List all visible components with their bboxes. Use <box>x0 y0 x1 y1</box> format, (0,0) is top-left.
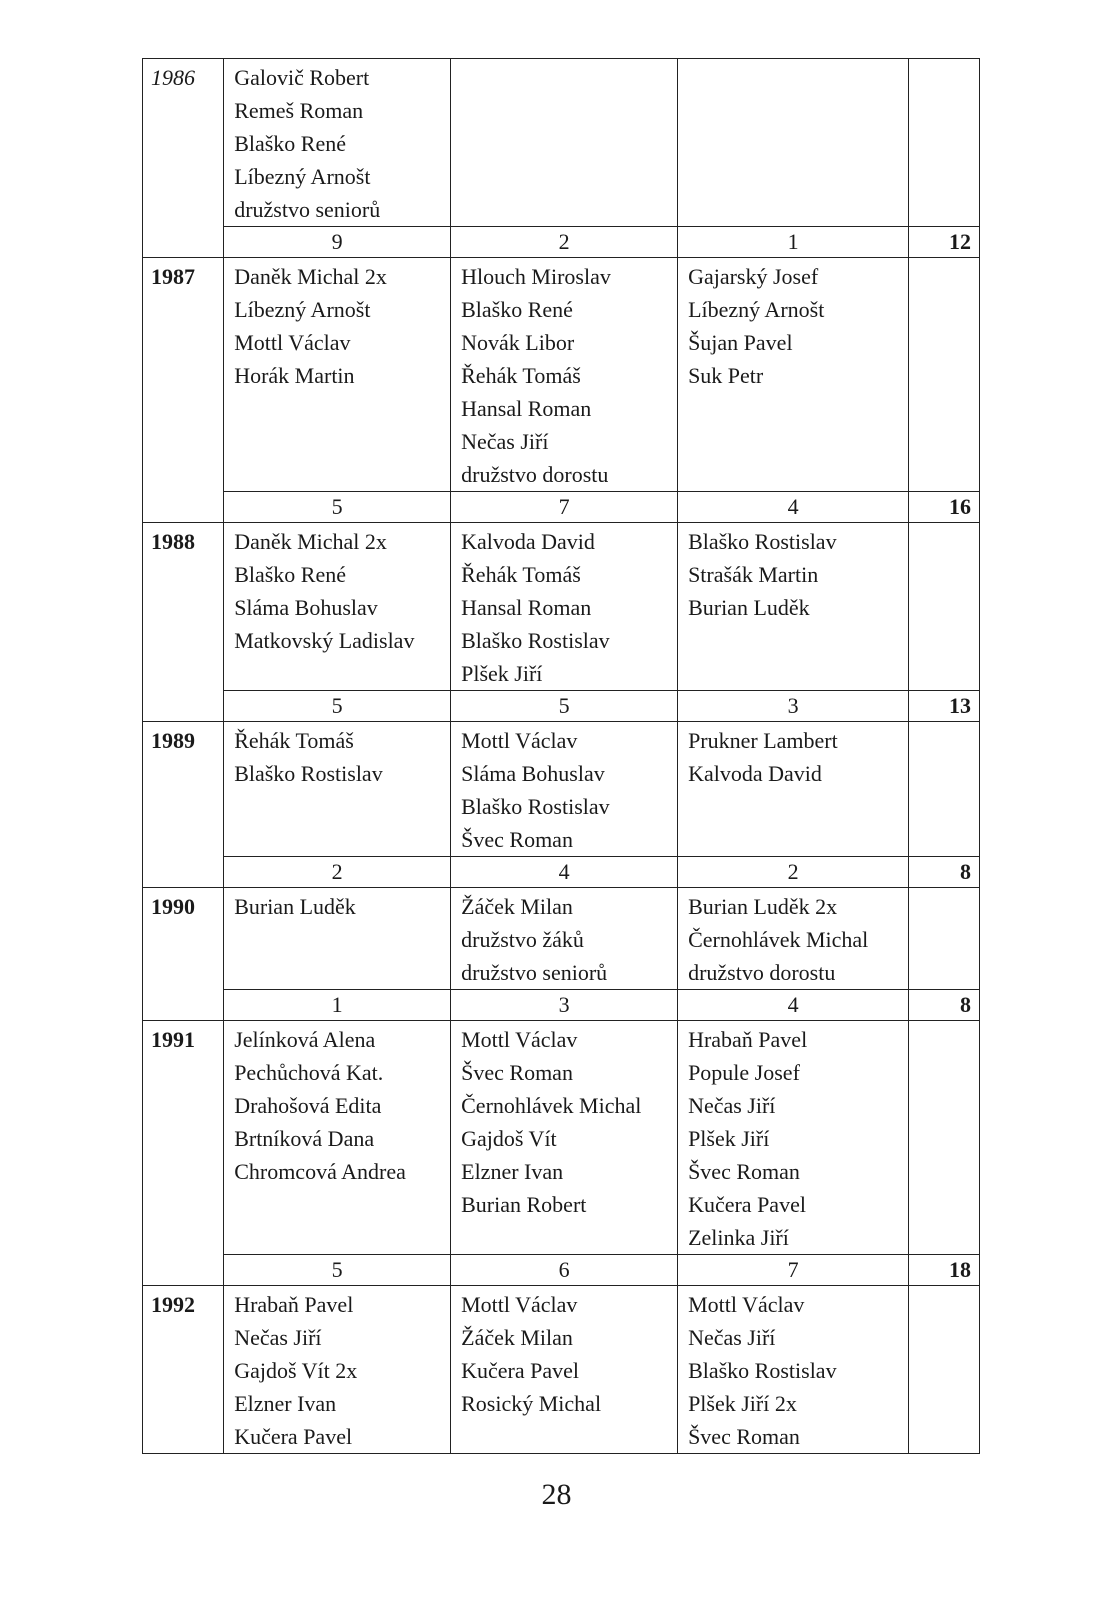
name-entry: Gajdoš Vít 2x <box>234 1358 358 1383</box>
name-entry: Gajarský Josef <box>688 264 819 289</box>
count-row <box>143 1255 980 1286</box>
total-cell: 13 <box>909 691 980 722</box>
year-row <box>143 1286 980 1454</box>
name-entry: Černohlávek Michal <box>688 927 869 952</box>
count-row <box>143 990 980 1021</box>
name-entry: Hansal Roman <box>461 396 592 421</box>
year-row <box>143 258 980 492</box>
year-row <box>143 523 980 691</box>
count-cell: 4 <box>678 492 909 523</box>
year-row <box>143 722 980 857</box>
name-entry: Nečas Jiří <box>688 1325 776 1350</box>
year-cell: 1986 <box>143 59 224 258</box>
names-cell-col2 <box>451 722 678 857</box>
name-entry: Chromcová Andrea <box>234 1159 406 1184</box>
name-entry: Blaško Rostislav <box>688 529 837 554</box>
count-cell: 4 <box>678 990 909 1021</box>
name-entry: Gajdoš Vít <box>461 1126 557 1151</box>
year-cell: 1990 <box>143 888 224 1021</box>
name-entry: Kalvoda David <box>688 761 822 786</box>
name-entry: Daněk Michal 2x <box>234 529 387 554</box>
name-entry: Blaško René <box>234 562 347 587</box>
total-column-blank <box>909 1021 980 1255</box>
names-cell-col1 <box>224 1286 451 1454</box>
name-entry: Mottl Václav <box>461 1027 578 1052</box>
name-entry: Plšek Jiří 2x <box>688 1391 797 1416</box>
name-entry: Suk Petr <box>688 363 764 388</box>
name-entry: Kučera Pavel <box>234 1424 353 1449</box>
name-entry: Blaško Rostislav <box>688 1358 837 1383</box>
name-entry: Černohlávek Michal <box>461 1093 642 1118</box>
name-entry: Matkovský Ladislav <box>234 628 415 653</box>
count-cell: 5 <box>224 1255 451 1286</box>
page-number: 28 <box>541 1478 572 1511</box>
name-entry: Líbezný Arnošt <box>234 297 371 322</box>
year-cell: 1991 <box>143 1021 224 1286</box>
total-cell: 12 <box>909 227 980 258</box>
name-entry: Mottl Václav <box>461 1292 578 1317</box>
name-entry: Burian Luděk 2x <box>688 894 838 919</box>
name-entry: Švec Roman <box>688 1424 800 1449</box>
name-entry: Kalvoda David <box>461 529 595 554</box>
name-entry: Hansal Roman <box>461 595 592 620</box>
year-cell: 1988 <box>143 523 224 722</box>
name-entry: Líbezný Arnošt <box>234 164 371 189</box>
name-entry: družstvo dorostu <box>461 462 609 487</box>
name-entry: Kučera Pavel <box>461 1358 580 1383</box>
names-cell-col1 <box>224 1021 451 1255</box>
name-entry: Sláma Bohuslav <box>461 761 605 786</box>
names-cell-col1 <box>224 523 451 691</box>
names-cell-col3 <box>678 523 909 691</box>
name-entry: Švec Roman <box>688 1159 800 1184</box>
name-entry: družstvo seniorů <box>234 197 381 222</box>
names-cell-col3 <box>678 1286 909 1454</box>
count-cell: 7 <box>451 492 678 523</box>
name-entry: Elzner Ivan <box>461 1159 564 1184</box>
name-entry: Burian Robert <box>461 1192 587 1217</box>
total-column-blank <box>909 523 980 691</box>
name-entry: Strašák Martin <box>688 562 819 587</box>
names-cell-col1 <box>224 722 451 857</box>
name-entry: Blaško René <box>234 131 347 156</box>
results-table-body <box>143 59 980 1454</box>
total-cell: 16 <box>909 492 980 523</box>
name-entry: Jelínková Alena <box>234 1027 376 1052</box>
name-entry: Žáček Milan <box>461 1325 573 1350</box>
count-cell: 5 <box>224 691 451 722</box>
count-cell: 9 <box>224 227 451 258</box>
count-cell: 3 <box>451 990 678 1021</box>
name-entry: Žáček Milan <box>461 894 573 919</box>
name-entry: Prukner Lambert <box>688 728 838 753</box>
count-cell: 1 <box>678 227 909 258</box>
name-entry: Daněk Michal 2x <box>234 264 387 289</box>
name-entry: Brtníková Dana <box>234 1126 375 1151</box>
count-cell: 6 <box>451 1255 678 1286</box>
year-cell: 1989 <box>143 722 224 888</box>
names-cell-col2 <box>451 888 678 990</box>
year-cell: 1992 <box>143 1286 224 1454</box>
count-row <box>143 691 980 722</box>
name-entry: Hrabaň Pavel <box>234 1292 354 1317</box>
year-row <box>143 1021 980 1255</box>
name-entry: družstvo seniorů <box>461 960 608 985</box>
name-entry: Novák Libor <box>461 330 575 355</box>
name-entry: Rosický Michal <box>461 1391 602 1416</box>
count-row <box>143 857 980 888</box>
count-cell: 5 <box>451 691 678 722</box>
name-entry: Burian Luděk <box>234 894 356 919</box>
names-cell-col2 <box>451 1021 678 1255</box>
count-cell: 4 <box>451 857 678 888</box>
name-entry: Sláma Bohuslav <box>234 595 378 620</box>
count-cell: 3 <box>678 691 909 722</box>
results-table <box>142 58 980 1454</box>
name-entry: Plšek Jiří <box>461 661 543 686</box>
count-cell: 7 <box>678 1255 909 1286</box>
count-cell: 2 <box>678 857 909 888</box>
name-entry: Hrabaň Pavel <box>688 1027 808 1052</box>
name-entry: Řehák Tomáš <box>234 728 354 753</box>
year-cell: 1987 <box>143 258 224 523</box>
total-cell: 8 <box>909 990 980 1021</box>
name-entry: Kučera Pavel <box>688 1192 806 1217</box>
names-cell-col3 <box>678 1021 909 1255</box>
name-entry: Líbezný Arnošt <box>688 297 825 322</box>
name-entry: Blaško Rostislav <box>461 628 610 653</box>
year-row <box>143 59 980 227</box>
names-cell-col3 <box>678 888 909 990</box>
total-column-blank <box>909 258 980 492</box>
name-entry: Elzner Ivan <box>234 1391 337 1416</box>
name-entry: Blaško Rostislav <box>461 794 610 819</box>
name-entry: Blaško René <box>461 297 573 322</box>
name-entry: Šujan Pavel <box>688 330 793 355</box>
name-entry: Burian Luděk <box>688 595 810 620</box>
count-cell: 2 <box>451 227 678 258</box>
name-entry: Řehák Tomáš <box>461 562 581 587</box>
name-entry: Nečas Jiří <box>688 1093 776 1118</box>
count-cell: 2 <box>224 857 451 888</box>
name-entry: Mottl Václav <box>461 728 578 753</box>
names-cell-col2 <box>451 59 678 227</box>
total-column-blank <box>909 59 980 227</box>
name-entry: družstvo dorostu <box>688 960 836 985</box>
names-cell-col2 <box>451 523 678 691</box>
total-column-blank <box>909 888 980 990</box>
name-entry: Pechůchová Kat. <box>234 1060 384 1085</box>
names-cell-col2 <box>451 1286 678 1454</box>
name-entry: družstvo žáků <box>461 927 584 952</box>
names-cell-col1 <box>224 59 451 227</box>
name-entry: Blaško Rostislav <box>234 761 383 786</box>
count-cell: 5 <box>224 492 451 523</box>
name-entry: Zelinka Jiří <box>688 1225 789 1250</box>
total-cell: 8 <box>909 857 980 888</box>
names-cell-col3 <box>678 59 909 227</box>
name-entry: Mottl Václav <box>688 1292 805 1317</box>
name-entry: Švec Roman <box>461 827 573 852</box>
names-cell-col1 <box>224 258 451 492</box>
name-entry: Galovič Robert <box>234 65 370 90</box>
name-entry: Nečas Jiří <box>461 429 549 454</box>
names-cell-col3 <box>678 722 909 857</box>
name-entry: Řehák Tomáš <box>461 363 581 388</box>
name-entry: Remeš Roman <box>234 98 364 123</box>
count-row <box>143 492 980 523</box>
name-entry: Plšek Jiří <box>688 1126 770 1151</box>
name-entry: Nečas Jiří <box>234 1325 322 1350</box>
name-entry: Švec Roman <box>461 1060 573 1085</box>
name-entry: Hlouch Miroslav <box>461 264 611 289</box>
name-entry: Popule Josef <box>688 1060 800 1085</box>
names-cell-col2 <box>451 258 678 492</box>
total-column-blank <box>909 1286 980 1454</box>
names-cell-col1 <box>224 888 451 990</box>
total-cell: 18 <box>909 1255 980 1286</box>
count-row <box>143 227 980 258</box>
year-row <box>143 888 980 990</box>
count-cell: 1 <box>224 990 451 1021</box>
name-entry: Mottl Václav <box>234 330 351 355</box>
name-entry: Horák Martin <box>234 363 355 388</box>
names-cell-col3 <box>678 258 909 492</box>
total-column-blank <box>909 722 980 857</box>
name-entry: Drahošová Edita <box>234 1093 382 1118</box>
